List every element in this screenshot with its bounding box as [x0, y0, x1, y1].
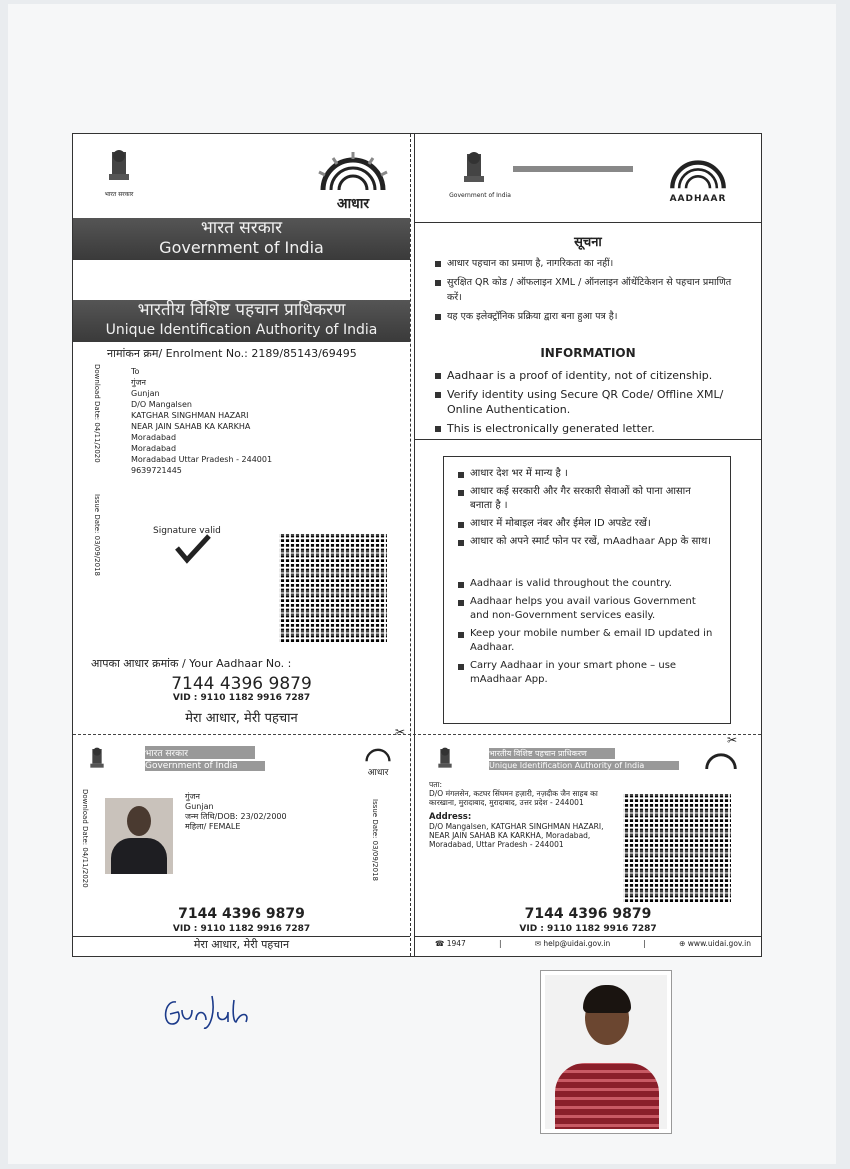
box-item-hindi: आधार देश भर में मान्य है ।	[470, 468, 568, 479]
gov-banner	[73, 218, 410, 260]
holder-dob: जन्म तिथि/DOB: 23/02/2000	[185, 812, 287, 821]
box-item-english: Aadhaar helps you avail various Government and non-Government services easily.	[470, 596, 696, 621]
back-qr-code	[623, 794, 731, 902]
aadhaar-logo	[313, 150, 393, 210]
globe-icon: ⊕	[679, 939, 688, 948]
scissors-icon-right: ✂	[727, 733, 738, 747]
scissors-icon: ✂	[395, 725, 406, 739]
holder-photo	[105, 798, 173, 874]
notice-list-hindi	[435, 256, 745, 328]
info-item: Verify identity using Secure QR Code/ Offline XML/ Online Authentication.	[447, 388, 724, 416]
front-header	[145, 746, 355, 771]
back-aadhaar-number: 7144 4396 9879	[524, 906, 652, 922]
gov-hindi: भारत सरकार	[200, 218, 283, 238]
front-aadhaar-number: 7144 4396 9879	[178, 906, 305, 922]
issue-date: Issue Date: 03/09/2018	[93, 494, 101, 576]
notice-title: सूचना	[574, 235, 602, 250]
address-label-english: Address:	[429, 812, 472, 822]
front-emblem	[87, 746, 107, 776]
address-line: Moradabad Uttar Pradesh - 244001	[131, 455, 273, 464]
address-line: Moradabad	[131, 444, 177, 453]
gov-english: Government of India	[159, 238, 324, 257]
vid-number: VID : 9110 1182 9916 7287	[172, 693, 311, 703]
fold-line	[410, 134, 411, 956]
box-item-english: Aadhaar is valid throughout the country.	[470, 578, 672, 589]
download-date-vertical	[91, 364, 101, 474]
back-emblem	[435, 746, 455, 776]
box-item-english: Keep your mobile number & email ID updated in Aadhaar.	[470, 628, 713, 653]
email-contact	[535, 939, 610, 948]
redaction-bar	[513, 166, 633, 172]
back-header	[489, 748, 689, 770]
notice-item: सुरक्षित QR कोड / ऑफलाइन XML / ऑनलाइन ऑथेंटिकेशन से पहचान प्रमाणित करें।	[447, 277, 732, 303]
back-aadhaar-logo	[701, 750, 741, 774]
uidai-banner	[73, 300, 410, 342]
front-download-date	[79, 789, 89, 889]
holder-name-hindi: गुंजन	[185, 792, 200, 801]
aadhaar-logo-right	[655, 154, 741, 204]
aadhaar-sun-icon	[655, 154, 741, 190]
back-address	[429, 780, 615, 849]
divider: |	[499, 939, 502, 948]
address-line: गुंजन	[131, 378, 146, 387]
qr-code	[279, 534, 387, 642]
issue-date: Issue Date: 03/09/2018	[371, 799, 379, 881]
aadhaar-sun-icon	[313, 150, 393, 192]
aadhaar-number: 7144 4396 9879	[171, 674, 312, 694]
front-aadhaar-logo	[361, 746, 395, 778]
website: www.uidai.gov.in	[687, 939, 751, 948]
address-line: To	[131, 367, 140, 376]
aadhaar-english-label: AADHAAR	[669, 194, 727, 204]
aadhaar-hindi-label: आधार	[336, 196, 370, 212]
back-uidai-english: Unique Identification Authority of India	[489, 761, 679, 770]
address-line: Moradabad	[131, 433, 177, 442]
box-item-english: Carry Aadhaar in your smart phone – use mAadhaar App.	[470, 660, 677, 685]
box-item-hindi: आधार में मोबाइल नंबर और ईमेल ID अपडेट रखें।	[470, 518, 651, 529]
front-issue-date	[369, 799, 379, 889]
aadhaar-sun-icon	[361, 746, 395, 762]
mail-icon: ✉	[534, 939, 544, 948]
fold-line-solid	[414, 134, 415, 956]
back-vid: VID : 9110 1182 9916 7287	[519, 924, 657, 934]
divider: |	[643, 939, 646, 948]
box-item-hindi: आधार कई सरकारी और गैर सरकारी सेवाओं को पाना आसान बनाता है ।	[470, 486, 691, 511]
holder-name: Gunjan	[185, 802, 214, 811]
national-emblem-icon	[104, 148, 134, 186]
national-emblem-icon	[87, 746, 107, 772]
uidai-english: Unique Identification Authority of India	[105, 322, 378, 338]
passport-photo	[540, 970, 672, 1134]
notice-item: आधार पहचान का प्रमाण है, नागरिकता का नहीं।	[447, 258, 614, 269]
address-line: KATGHAR SINGHMAN HAZARI	[131, 411, 249, 420]
back-footer-line	[415, 936, 761, 937]
holder-details	[185, 792, 287, 832]
address-line: NEAR JAIN SAHAB KA KARKHA	[131, 422, 251, 431]
national-emblem-icon	[435, 746, 455, 772]
download-date: Download Date: 04/11/2020	[81, 789, 89, 888]
info-item: Aadhaar is a proof of identity, not of citizenship.	[447, 369, 713, 382]
front-vid: VID : 9110 1182 9916 7287	[172, 924, 311, 934]
notice-item: यह एक इलेक्ट्रॉनिक प्रक्रिया द्वारा बना हुआ पत्र है।	[447, 311, 618, 322]
your-aadhaar-label: आपका आधार क्रमांक / Your Aadhaar No. :	[91, 657, 292, 670]
front-gov-english: Government of India	[145, 761, 265, 771]
holder-gender: महिला/ FEMALE	[185, 822, 241, 831]
phone-number: 9639721445	[131, 466, 182, 475]
signature-status: Signature valid	[153, 526, 221, 536]
back-contacts	[435, 939, 751, 948]
phone-icon: ☎	[435, 939, 447, 948]
phone-number: 1947	[446, 939, 466, 948]
info-divider	[415, 439, 761, 440]
header-divider	[415, 222, 761, 223]
checkmark-icon	[173, 534, 213, 564]
tagline: मेरा आधार, मेरी पहचान	[185, 711, 298, 726]
info-item: This is electronically generated letter.	[447, 422, 655, 435]
info-title: INFORMATION	[540, 346, 636, 360]
box-item-hindi: आधार को अपने स्मार्ट फोन पर रखें, mAadhaar App के साथ।	[470, 536, 712, 547]
national-emblem-right	[445, 150, 515, 199]
front-aadhaar-label: आधार	[367, 768, 389, 778]
national-emblem-icon	[459, 150, 489, 188]
download-date: Download Date: 04/11/2020	[93, 364, 101, 463]
address-hindi: D/O मंगलसेन, कटघर सिंघमन हज़ारी, नज़दीक जैन साहब का कारखाना, मुरादाबाद, मुरादाबाद, उत्तर प्रदेश - 244001	[429, 789, 598, 807]
cut-line	[73, 734, 761, 735]
address-line: D/O Mangalsen	[131, 400, 192, 409]
enrolment-number: नामांकन क्रम/ Enrolment No.: 2189/85143/69495	[107, 347, 357, 360]
email: help@uidai.gov.in	[543, 939, 611, 948]
web-contact	[679, 939, 751, 948]
uidai-hindi: भारतीय विशिष्ट पहचान प्राधिकरण	[137, 300, 346, 320]
aadhaar-letter	[72, 133, 762, 957]
address-label-hindi: पता:	[429, 780, 443, 789]
national-emblem	[99, 148, 139, 200]
front-tagline: मेरा आधार, मेरी पहचान	[193, 938, 290, 951]
back-uidai-hindi: भारतीय विशिष्ट पहचान प्राधिकरण	[489, 748, 615, 759]
aadhaar-sun-icon	[701, 750, 741, 770]
handwritten-signature	[158, 988, 258, 1036]
address-english: D/O Mangalsen, KATGHAR SINGHMAN HAZARI, NEAR JAIN SAHAB KA KARKHA, Moradabad, Moradabad, Uttar Pradesh - 244001	[429, 822, 604, 849]
emblem-caption: Government of India	[449, 192, 511, 199]
issue-date-vertical	[91, 494, 101, 594]
info-box	[443, 456, 731, 724]
recipient-address	[131, 366, 272, 476]
address-line: Gunjan	[131, 389, 160, 398]
info-list	[435, 368, 751, 440]
emblem-caption: भारत सरकार	[104, 191, 134, 198]
phone-contact	[435, 939, 466, 948]
front-gov-hindi: भारत सरकार	[145, 746, 255, 759]
digital-signature	[153, 526, 233, 566]
